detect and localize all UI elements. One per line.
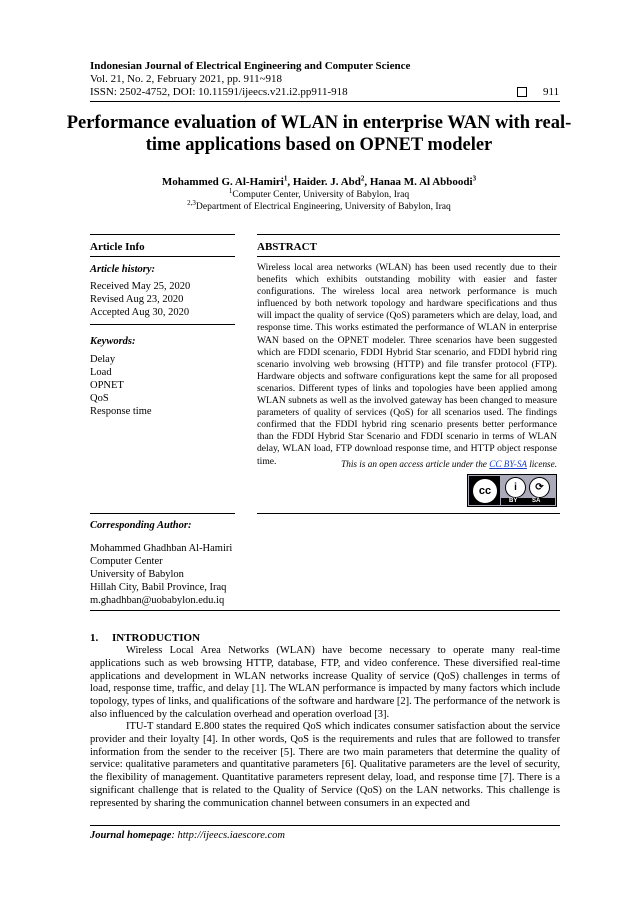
- info-rule: [90, 256, 235, 257]
- issn-doi: ISSN: 2502-4752, DOI: 10.11591/ijeecs.v21.i2.pp911-918: [90, 86, 348, 98]
- author-list: [60, 176, 578, 188]
- cc-label-strip: [501, 498, 555, 505]
- affiliation-sup: 2,3: [187, 198, 196, 207]
- author-name: Haider. J. Abd: [292, 176, 361, 188]
- abstract-text: Wireless local area networks (WLAN) has been used recently due to their benefits which exhibits outstanding mobility with easier and faster configurations. The wireless local area network performance is much influenced by both network topology and hardware specifications and thus will impact the quality of service (QoS) parameters which are delay, load, and response time. This works estimated the performance of WLAN in enterprise WAN based on the OPNET modeler. Three scenarios have been suggested which are FDDI scenario, FDDI Hybrid Star scenario, and FDDI hybrid ring scenario involving web browsing (HTTP) and file transfer protocol (FTP). Hardware objects and software configurations kept the same for all proposed scenarios. Different types of links and topologies have been applied among WLAN subnets as well as the involved gateway has been changed to measure parameters of quality of services (QoS) for all scenarios used. The findings confirmed that the FDDI hybrid ring scenario presents better performance than the FDDI Hybrid Star Scenario and FDDI scenario in terms of WLAN delay, WLAN load, FTP download response time, and HTTP object response time.: [257, 262, 557, 467]
- by-attribution-icon: i: [505, 477, 526, 498]
- front-matter-bottom-rule: [90, 610, 560, 611]
- abstract-heading: ABSTRACT: [257, 241, 317, 253]
- corresponding-top-rule: [90, 513, 235, 514]
- keyword-item: Delay: [90, 354, 116, 365]
- cc-license-badge[interactable]: [467, 474, 557, 507]
- share-alike-icon: ⟳: [529, 477, 550, 498]
- affiliation-text: Department of Electrical Engineering, University of Babylon, Iraq: [195, 201, 451, 212]
- section-heading-introduction: 1. INTRODUCTION: [90, 632, 201, 644]
- affiliation: [60, 198, 578, 213]
- homepage-url[interactable]: : http://ijeecs.iaescore.com: [171, 830, 286, 841]
- square-icon: [517, 87, 527, 97]
- cc-sa-label: SA: [532, 498, 541, 504]
- abstract-bottom-rule: [257, 513, 560, 514]
- keywords-heading: Keywords:: [90, 336, 136, 347]
- corresponding-line: Computer Center: [90, 556, 163, 567]
- oa-suffix: license.: [526, 459, 557, 469]
- corresponding-line: University of Babylon: [90, 569, 184, 580]
- cc-logo-block: [469, 476, 500, 505]
- author-separator: ,: [364, 176, 370, 188]
- abstract-top-rule: [257, 234, 560, 235]
- affiliation-sup: 1: [228, 186, 233, 195]
- cc-by-sa-link[interactable]: CC BY-SA: [489, 459, 527, 469]
- article-info-heading: Article Info: [90, 241, 145, 253]
- author-name: Mohammed G. Al-Hamiri: [161, 176, 284, 188]
- header-rule: [90, 101, 560, 102]
- corresponding-details: [90, 542, 232, 607]
- history-item: Received May 25, 2020: [90, 281, 191, 292]
- open-access-note: [257, 459, 557, 469]
- journal-homepage: [90, 830, 285, 841]
- abstract-rule: [257, 256, 560, 257]
- corresponding-line: m.ghadhban@uobabylon.edu.iq: [90, 595, 225, 606]
- homepage-label: Journal homepage: [90, 830, 172, 841]
- page-number: 911: [543, 86, 560, 98]
- history-list: [90, 280, 190, 319]
- corresponding-heading: Corresponding Author:: [90, 520, 192, 531]
- article-history-heading: Article history:: [90, 264, 156, 275]
- cc-by-label: BY: [509, 498, 518, 504]
- keywords-rule: [90, 324, 235, 325]
- corresponding-line: Mohammed Ghadhban Al-Hamiri: [90, 543, 233, 554]
- cc-icon: cc: [472, 478, 498, 504]
- journal-name: Indonesian Journal of Electrical Engineering and Computer Science: [90, 60, 411, 72]
- keyword-item: OPNET: [90, 380, 124, 391]
- keyword-item: Response time: [90, 406, 152, 417]
- affiliation-text: Computer Center, University of Babylon, Iraq: [232, 189, 410, 200]
- corresponding-line: Hillah City, Babil Province, Iraq: [90, 582, 227, 593]
- footer-rule: [90, 825, 560, 826]
- keyword-list: [90, 353, 152, 418]
- keyword-item: QoS: [90, 393, 109, 404]
- author-sup: 1: [283, 174, 288, 183]
- affiliation: [60, 186, 578, 201]
- paper-title: Performance evaluation of WLAN in enterprise WAN with real-time applications based on OPNET modeler: [66, 113, 572, 155]
- author-sup: 3: [472, 174, 477, 183]
- info-top-rule: [90, 234, 235, 235]
- author-sup: 2: [360, 174, 365, 183]
- volume-info: Vol. 21, No. 2, February 2021, pp. 911~918: [90, 73, 283, 85]
- intro-paragraph-2: ITU-T standard E.800 states the required QoS which indicates consumer satisfaction about the service provider and their loyalty [4]. In other words, QoS is the requirements and rules that are followed to transfer information from the sender to the receiver [5]. There are two main parameters that determine the quality of service: qualitative parameters and quantitative parameters [6]. Qualitative parameters are the level of security, the flexibility of management. Quantitative parameters represent delay, load, and response time [7]. There is a significant challenge that is related to the Quality of Service (QoS) on the LAN networks. This challenge is represented by sharing the communication channel between consumers in an expected and: [90, 721, 560, 809]
- page-number-block: [517, 86, 559, 98]
- author-separator: ,: [287, 176, 293, 188]
- oa-prefix: This is an open access article under the: [341, 459, 490, 469]
- author-name: Hanaa M. Al Abboodi: [369, 176, 473, 188]
- intro-paragraph-1: Wireless Local Area Networks (WLAN) have become necessary to operate many real-time applications such as web browsing HTTP, database, FTP, and video conference. These diversified real-time applications and development in WLAN networks increase Quality of service (QoS) challenges in terms of load, response time, traffic, and delay [1]. The WLAN performance is impacted by many factors which include topology, types of links, and qualifications of the software and hardware [2]. The performance of the network is also influenced by the calculation overhead and operation overload [3].: [90, 645, 560, 720]
- history-item: Revised Aug 23, 2020: [90, 294, 184, 305]
- history-item: Accepted Aug 30, 2020: [90, 307, 190, 318]
- keyword-item: Load: [90, 367, 112, 378]
